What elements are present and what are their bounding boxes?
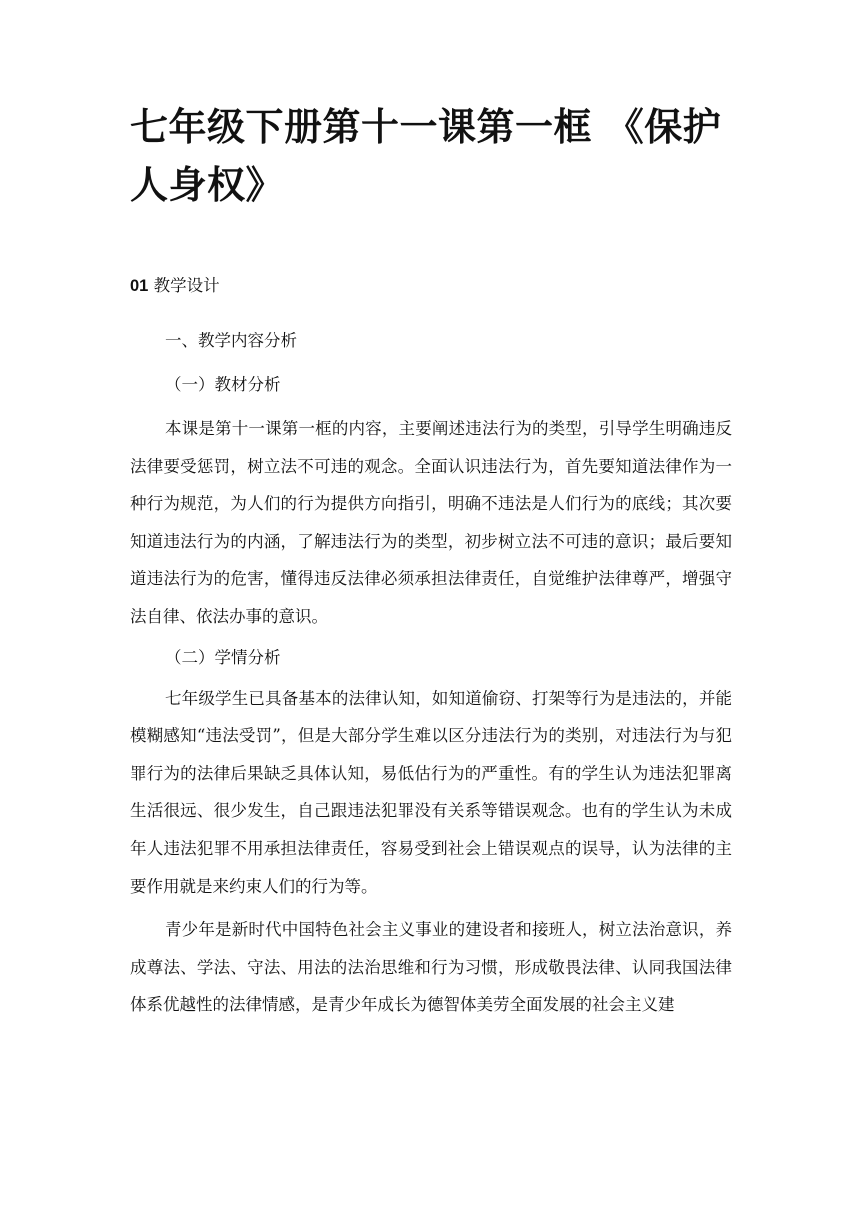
- paragraph-student-analysis: 七年级学生已具备基本的法律认知，如知道偷窃、打架等行为是违法的，并能模糊感知“违法受罚”，但是大部分学生难以区分违法行为的类别，对违法行为与犯罪行为的法律后果缺乏具体认知，易低估行为的严重性。有的学生认为违法犯罪离生活很远、很少发生，自己跟违法犯罪没有关系等错误观念。也有的学生认为未成年人违法犯罪不用承担法律责任，容易受到社会上错误观点的误导，认为法律的主要作用就是来约束人们的行为等。: [130, 688, 732, 896]
- section-number: 01: [130, 277, 149, 295]
- section-label: [130, 274, 732, 298]
- paragraph-textbook-analysis: 本课是第十一课第一框的内容，主要阐述违法行为的类型，引导学生明确违反法律要受惩罚，树立法不可违的观念。全面认识违法行为，首先要知道法律作为一种行为规范，为人们的行为提供方向指引，明确不违法是人们行为的底线；其次要知道违法行为的内涵，了解违法行为的类型，初步树立法不可违的意识；最后要知道违法行为的危害，懂得违反法律必须承担法律责任，自觉维护法律尊严，增强守法自律、依法办事的意识。: [130, 419, 732, 626]
- document-title: 七年级下册第十一课第一框 《保护人身权》: [130, 105, 722, 207]
- subheading-textbook-analysis: （一）教材分析: [165, 375, 281, 394]
- paragraph-youth-rule-of-law: 青少年是新时代中国特色社会主义事业的建设者和接班人，树立法治意识，养成尊法、学法、守法、用法的法治思维和行为习惯，形成敬畏法律、认同我国法律体系优越性的法律情感，是青少年成长为德智体美劳全面发展的社会主义建: [130, 920, 732, 1015]
- heading-content-analysis: 一、教学内容分析: [165, 331, 297, 350]
- subheading-student-analysis: （二）学情分析: [165, 647, 281, 667]
- section-name: 教学设计: [148, 276, 220, 295]
